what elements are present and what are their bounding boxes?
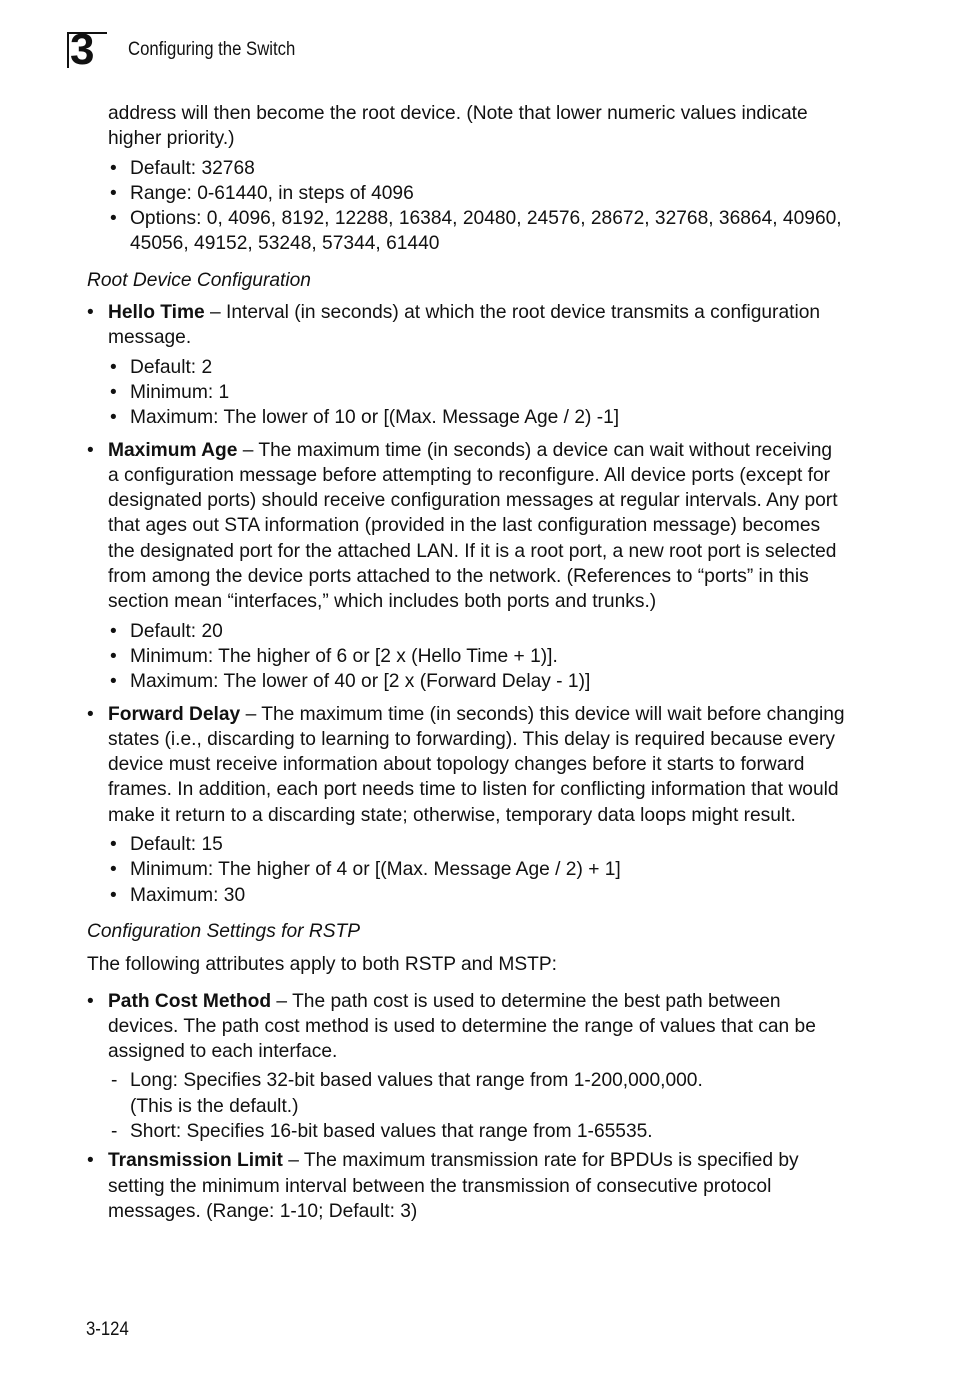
description: – Interval (in seconds) at which the root device transmits a configuration message.	[108, 302, 821, 349]
list-item: • Minimum: 1	[108, 380, 847, 405]
sub-bullets	[108, 355, 847, 431]
maximum-age-item	[87, 438, 847, 695]
term: Hello Time	[108, 302, 205, 324]
list-item: • Default: 20	[108, 619, 847, 644]
rstp-list	[87, 989, 847, 1225]
transmission-limit-item	[87, 1148, 847, 1224]
path-cost-method-item	[87, 989, 847, 1145]
list-item: • Maximum: 30	[108, 883, 847, 908]
term: Forward Delay	[108, 703, 241, 725]
root-device-list	[87, 300, 847, 908]
hello-time-item	[87, 300, 847, 430]
list-item: - Short: Specifies 16-bit based values that range from 1-65535.	[108, 1119, 847, 1144]
forward-delay-item	[87, 702, 847, 908]
description: – The maximum time (in seconds) this device will wait before changing states (i.e., discarding to learning to forwarding). This delay is required because every device must receive information about topology changes before it starts to forward frames. In addition, each port needs time to listen for conflicting information that would make it return to a discarding state; otherwise, temporary data loops might result.	[108, 703, 845, 826]
term: Transmission Limit	[108, 1150, 283, 1172]
running-title: Configuring the Switch	[128, 39, 296, 60]
list-item: • Minimum: The higher of 4 or [(Max. Message Age / 2) + 1]	[108, 857, 847, 882]
intro-paragraph: address will then become the root device. (Note that lower numeric values indicate higher priority.)	[108, 103, 808, 150]
list-item: • Default: 2	[108, 355, 847, 380]
list-item: • Maximum: The lower of 10 or [(Max. Message Age / 2) -1]	[108, 405, 847, 430]
list-item: • Range: 0-61440, in steps of 4096	[108, 181, 847, 206]
sub-bullets	[108, 832, 847, 908]
chapter-number: 3	[70, 25, 95, 74]
list-item: • Options: 0, 4096, 8192, 12288, 16384, 20480, 24576, 28672, 32768, 36864, 40960, 45056, 49152, 53248, 57344, 61440	[108, 206, 847, 257]
list-item: • Minimum: The higher of 6 or [2 x (Hello Time + 1)].	[108, 644, 847, 669]
list-item: • Default: 15	[108, 832, 847, 857]
list-item: - Long: Specifies 32-bit based values that range from 1-200,000,000. (This is the default.)	[108, 1068, 847, 1119]
section-heading-rstp: Configuration Settings for RSTP	[87, 920, 361, 942]
page-body	[87, 101, 847, 1224]
page-number: 3-124	[86, 1319, 129, 1340]
section-heading-root-device: Root Device Configuration	[87, 269, 311, 291]
sub-bullets	[108, 619, 847, 695]
list-item: • Maximum: The lower of 40 or [2 x (Forward Delay - 1)]	[108, 669, 847, 694]
priority-bullets	[87, 156, 847, 257]
term: Maximum Age	[108, 439, 238, 461]
list-item: • Default: 32768	[108, 156, 847, 181]
dash-list	[108, 1068, 847, 1144]
description: – The path cost is used to determine the best path between devices. The path cost method is used to determine the range of values that can be assigned to each interface.	[108, 990, 816, 1063]
description: – The maximum transmission rate for BPDUs is specified by setting the minimum interval between the transmission of consecutive protocol messages. (Range: 1-10; Default: 3)	[108, 1150, 799, 1222]
term: Path Cost Method	[108, 990, 272, 1012]
rstp-intro: The following attributes apply to both RSTP and MSTP:	[87, 954, 557, 976]
description: – The maximum time (in seconds) a device can wait without receiving a configuration message before attempting to reconfigure. All device ports (except for designated ports) should receive configuration messages at regular intervals. Any port that ages out STA information (provided in the last configuration message) becomes the designated port for the attached LAN. If it is a root port, a new root port is selected from among the device ports attached to the network. (References to “ports” in this section mean “interfaces,” which includes both ports and trunks.)	[108, 439, 838, 613]
